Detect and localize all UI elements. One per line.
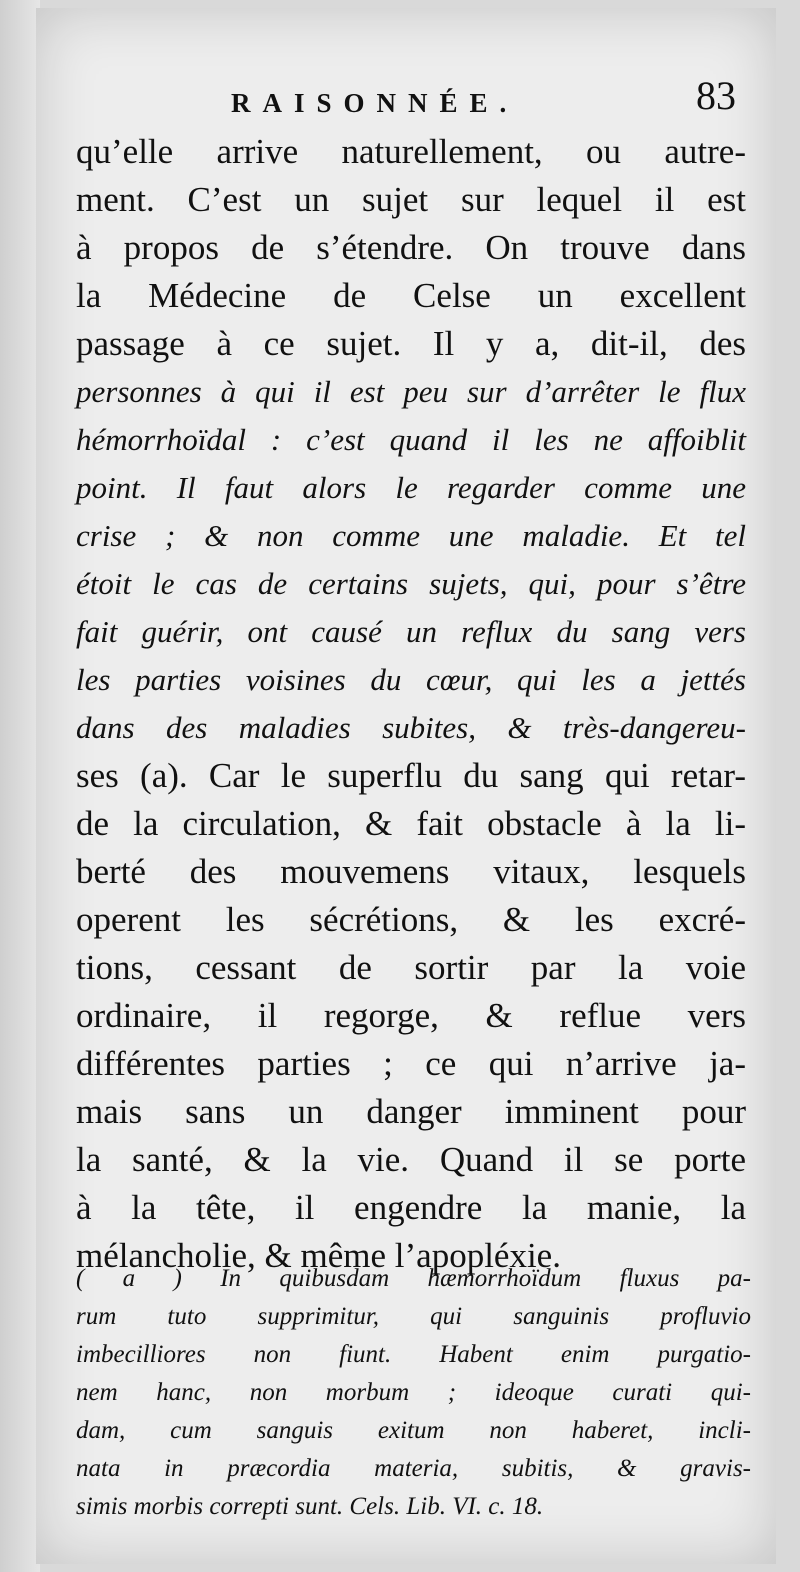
footnote (76, 1260, 751, 1526)
text-line: à propos de s’étendre. On trouve dans (76, 228, 746, 267)
text-line: personnes à qui il est peu sur d’arrêter le flux (76, 374, 746, 409)
text-line: fait guérir, ont causé un reflux du sang vers (76, 614, 746, 649)
text-line: de la circulation, & fait obstacle à la li- (76, 804, 746, 843)
footnote-line: nata in præcordia materia, subitis, & gravis- (76, 1455, 751, 1482)
book-page (36, 8, 776, 1564)
text-line: passage à ce sujet. Il y a, dit-il, des (76, 324, 746, 363)
text-line: qu’elle arrive naturellement, ou autre- (76, 132, 746, 171)
text-line: hémorrhoïdal : c’est quand il les ne affoiblit (76, 422, 746, 457)
text-line: la santé, & la vie. Quand il se porte (76, 1140, 746, 1179)
text-line: mélancholie, & même l’apopléxie. (76, 1236, 561, 1275)
text-line: mais sans un danger imminent pour (76, 1092, 746, 1131)
text-line: la Médecine de Celse un excellent (76, 276, 746, 315)
footnote-line: ( a ) In quibusdam hæmorrhoïdum fluxus pa- (76, 1265, 751, 1292)
text-line: différentes parties ; ce qui n’arrive ja- (76, 1044, 746, 1083)
page-number: 83 (696, 73, 736, 118)
footnote-line: dam, cum sanguis exitum non haberet, incli- (76, 1417, 751, 1444)
text-line: ses (a). Car le superflu du sang qui retar- (76, 756, 746, 795)
text-line: à la tête, il engendre la manie, la (76, 1188, 746, 1227)
text-line: ordinaire, il regorge, & reflue vers (76, 996, 746, 1035)
text-line: les parties voisines du cœur, qui les a jettés (76, 662, 746, 697)
text-line: operent les sécrétions, & les excré- (76, 900, 746, 939)
page-left-edge (0, 0, 40, 1572)
page-header (36, 73, 776, 130)
text-line: tions, cessant de sortir par la voie (76, 948, 746, 987)
footnote-line: nem hanc, non morbum ; ideoque curati qui- (76, 1379, 751, 1406)
running-title: RAISONNÉE. (231, 88, 519, 118)
footnote-line: rum tuto supprimitur, qui sanguinis profluvio (76, 1303, 751, 1330)
text-line: crise ; & non comme une maladie. Et tel (76, 518, 746, 553)
text-line: dans des maladies subites, & très-dangereu- (76, 710, 746, 745)
text-line: berté des mouvemens vitaux, lesquels (76, 852, 746, 891)
body-text (76, 128, 746, 1280)
footnote-line: imbecilliores non fiunt. Habent enim purgatio- (76, 1341, 751, 1368)
text-line: étoit le cas de certains sujets, qui, pour s’être (76, 566, 746, 601)
text-line: ment. C’est un sujet sur lequel il est (76, 180, 746, 219)
text-line: point. Il faut alors le regarder comme une (76, 470, 746, 505)
footnote-line: simis morbis correpti sunt. Cels. Lib. VI. c. 18. (76, 1493, 544, 1520)
